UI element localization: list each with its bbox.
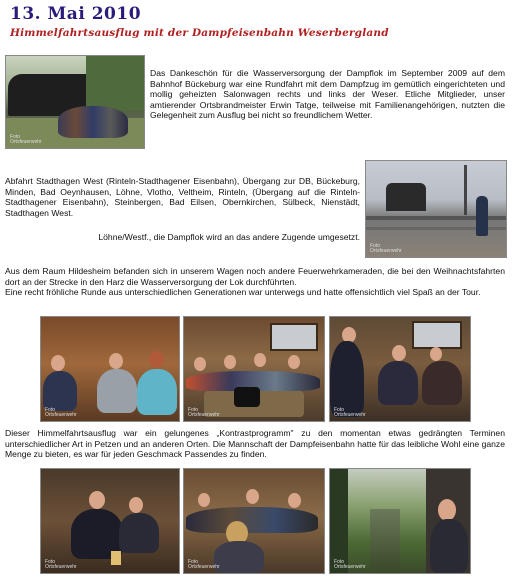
- photo-salon-car-1: Foto Ortsfeuerwehr: [40, 316, 180, 422]
- paragraph-loehne: Löhne/Westf., die Dampflok wird an das andere Zugende umgesetzt.: [98, 232, 360, 242]
- photo-group-at-locomotive: [5, 55, 145, 149]
- photo-salon-car-3: Foto Ortsfeuerwehr: [329, 316, 471, 422]
- page-subtitle: Himmelfahrtsausflug mit der Dampfeisenbahn Weserbergland: [10, 27, 389, 39]
- photo-salon-car-4: Foto Ortsfeuerwehr: [40, 468, 180, 574]
- paragraph-hildesheim: Aus dem Raum Hildesheim befanden sich in unserem Wagen noch andere Feuerwehrkameraden, die bei den Weihnachtsfahrten dort an der Strecke in den Harz die Wasserversorgung der Lok durchführten.: [5, 266, 505, 287]
- photo-salon-car-2: Foto Ortsfeuerwehr: [183, 316, 325, 422]
- photo-caption: Foto Ortsfeuerwehr: [10, 134, 42, 145]
- paragraph-conclusion: Dieser Himmelfahrtsausflug war ein gelungenes „Kontrastprogramm" zu den momentan etwas gedrängten Terminen unterschiedlicher Art in Petzen und an anderen Orten. Die Mannschaft der Dampfeisenbahn hatte für das leibliche Wohl eine ganze Menge zu bieten, es war für jeden Geschmack Passendes zu finden.: [5, 428, 505, 460]
- photo-train-at-station: Foto Ortsfeuerwehr: [365, 160, 507, 258]
- paragraph-group: Eine recht fröhliche Runde aus unterschiedlichen Generationen war unterwegs und hatte offensichtlich viel Spaß an der Tour.: [5, 287, 481, 297]
- page-date-heading: 13. Mai 2010: [10, 4, 142, 24]
- paragraph-intro: Das Dankeschön für die Wasserversorgung der Dampflok im September 2009 auf dem Bahnhof Bückeburg war eine Rundfahrt mit dem Dampfzug im gemütlich eingerichteten und mollig geheizten Salonwagen rechts und links der Weser. Etliche Mitglieder, unser amtierender Ortsbrandmeister Erwin Tatge, teilweise mit Familienangehörigen, nutzten die Gelegenheit zum Ausflug bei nicht so freundlichem Wetter.: [150, 68, 505, 121]
- paragraph-route: Abfahrt Stadthagen West (Rinteln-Stadthagener Eisenbahn), Übergang zur DB, Bückeburg, Minden, Bad Oeynhausen, Löhne, Vlotho, Veltheim, Rinteln, (Übergang auf die Rinteln-Stadthagener Eisenbahn), Steinbergen, Bad Eilsen, Obernkirchen, Sülbeck, Nienstädt, Stadthagen West.: [5, 176, 360, 218]
- photo-view-from-train: Foto Ortsfeuerwehr: [329, 468, 471, 574]
- group-of-people: [58, 106, 128, 138]
- photo-salon-car-5: Foto Ortsfeuerwehr: [183, 468, 325, 574]
